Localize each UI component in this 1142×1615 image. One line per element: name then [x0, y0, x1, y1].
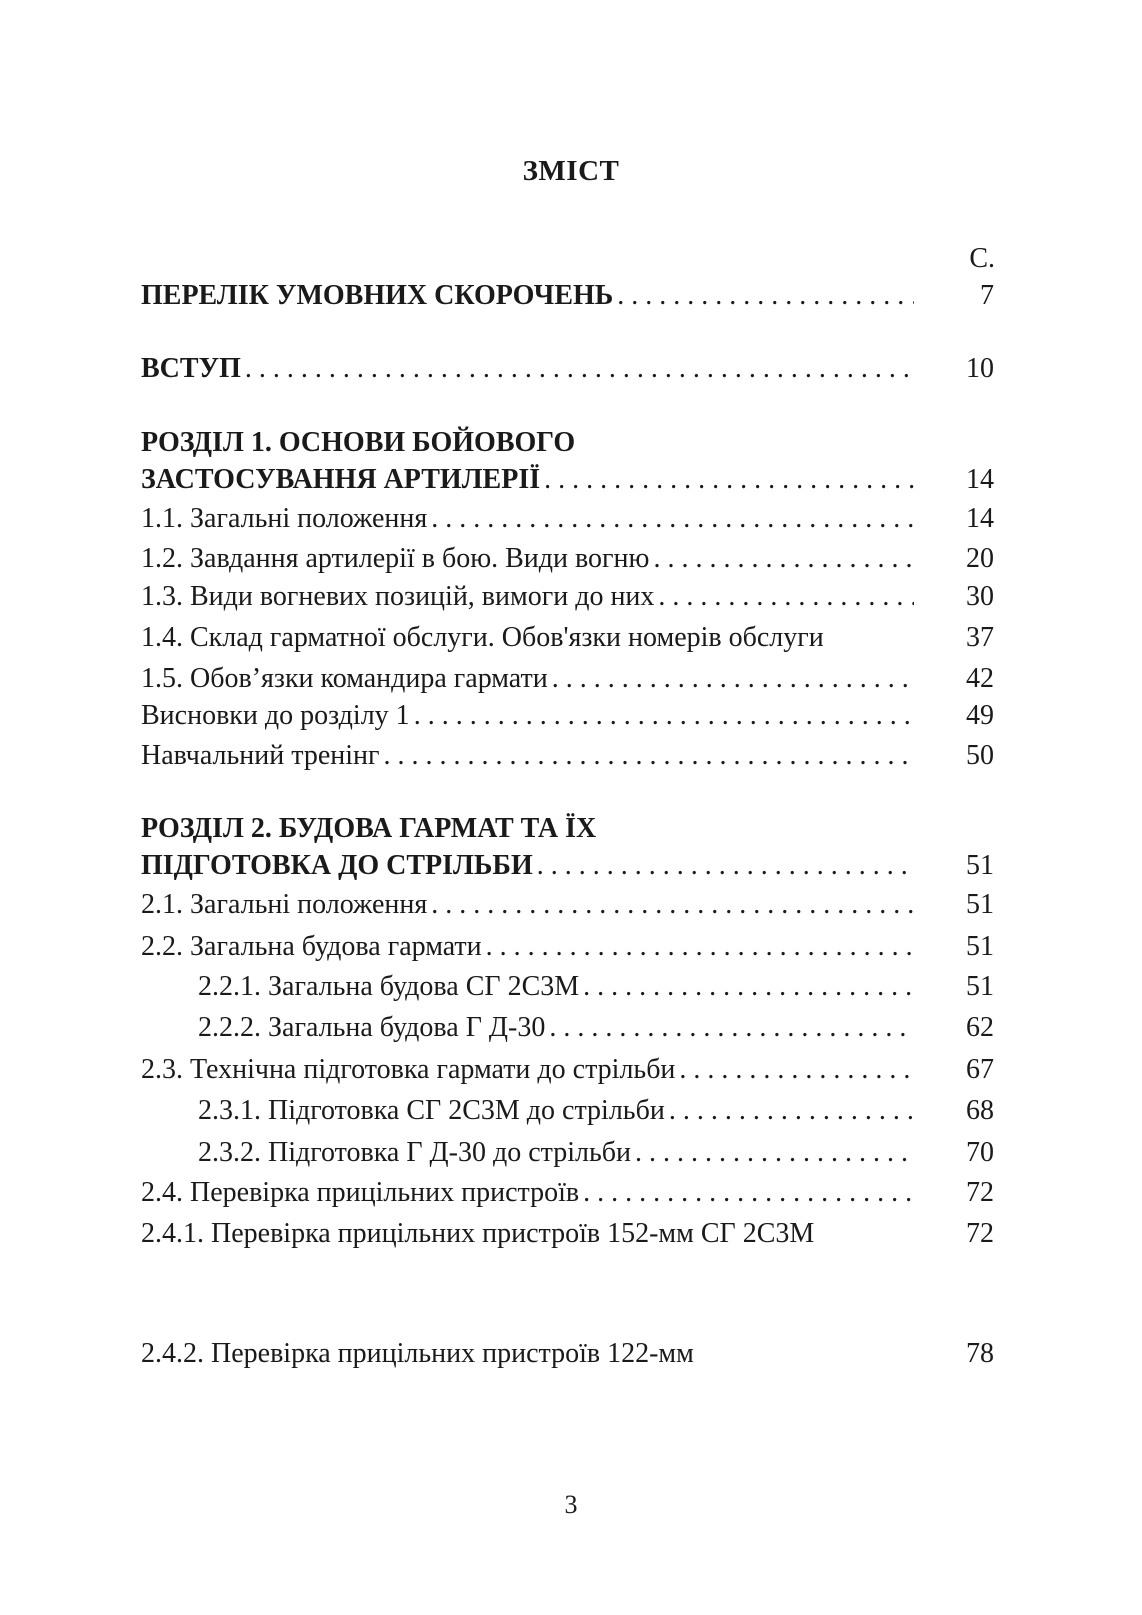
toc-entry-page: 51	[966, 931, 994, 962]
toc-entry-title: 2.1. Загальні положення	[141, 889, 428, 920]
dot-leader	[245, 352, 914, 386]
toc-entry-page: 50	[966, 740, 994, 771]
dot-leader	[679, 1053, 914, 1087]
toc-entry-chapter[interactable]	[141, 463, 994, 497]
page-title: ЗМІСТ	[522, 155, 620, 187]
dot-leader	[537, 849, 914, 883]
toc-entry-title: ПІДГОТОВКА ДО СТРІЛЬБИ	[141, 850, 533, 881]
dot-leader	[549, 1011, 914, 1045]
toc-entry[interactable]	[141, 1136, 994, 1170]
toc-entry-title: 2.2. Загальна будова гармати	[141, 931, 482, 962]
dot-leader	[583, 970, 914, 1004]
toc-entry-page: 14	[966, 464, 994, 495]
toc-entry[interactable]	[141, 1337, 994, 1371]
toc-entry-title: 2.3.1. Підготовка СГ 2С3М до стрільби	[198, 1095, 665, 1126]
toc-entry-page: 30	[966, 581, 994, 612]
toc-entry[interactable]	[141, 930, 994, 964]
toc-entry[interactable]	[141, 279, 994, 313]
toc-entry-page: 62	[966, 1012, 994, 1043]
toc-entry-title: 2.4. Перевірка прицільних пристроїв	[141, 1177, 580, 1208]
toc-entry-page: 14	[966, 503, 994, 534]
toc-entry-title: 1.4. Склад гарматної обслуги. Обов'язки номерів обслуги	[141, 622, 824, 653]
toc-entry-title: 1.1. Загальні положення	[141, 503, 428, 534]
dot-leader	[552, 662, 914, 696]
page-number: 3	[564, 1490, 578, 1519]
dot-leader	[431, 888, 914, 922]
toc-entry-title: 2.3.2. Підготовка Г Д-30 до стрільби	[198, 1137, 631, 1168]
toc-entry[interactable]	[141, 542, 994, 576]
toc-entry-title: ПЕРЕЛІК УМОВНИХ СКОРОЧЕНЬ	[141, 280, 614, 311]
dot-leader	[384, 739, 915, 773]
toc-entry-page: 37	[966, 622, 994, 653]
toc-entry[interactable]	[141, 352, 994, 386]
toc-entry-title: Навчальний тренінг	[141, 740, 380, 771]
toc-entry[interactable]	[141, 888, 994, 922]
dot-leader	[669, 1094, 914, 1128]
toc-entry-page: 42	[966, 663, 994, 694]
toc-entry-title: ВСТУП	[141, 353, 241, 384]
dot-leader	[414, 699, 914, 733]
toc-entry-title: 1.3. Види вогневих позицій, вимоги до них	[141, 581, 655, 612]
dot-leader	[544, 463, 914, 497]
toc-entry[interactable]	[141, 580, 994, 614]
toc-entry-page: 72	[966, 1218, 994, 1249]
toc-entry-title: 2.2.2. Загальна будова Г Д-30	[198, 1012, 546, 1043]
toc-entry[interactable]	[141, 1217, 994, 1251]
toc-entry[interactable]	[141, 1094, 994, 1128]
page-column-label: С.	[969, 243, 995, 274]
toc-entry[interactable]	[141, 1053, 994, 1087]
toc-entry-page: 68	[966, 1095, 994, 1126]
chapter-heading-line: РОЗДІЛ 2. БУДОВА ГАРМАТ ТА ЇХ	[141, 813, 597, 844]
chapter-heading-line: РОЗДІЛ 1. ОСНОВИ БОЙОВОГО	[141, 427, 576, 458]
toc-entry-page: 70	[966, 1137, 994, 1168]
toc-entry-title: 2.4.2. Перевірка прицільних пристроїв 122-мм	[141, 1338, 694, 1369]
toc-entry-title: 2.4.1. Перевірка прицільних пристроїв 152-мм СГ 2С3М	[141, 1218, 815, 1249]
dot-leader	[635, 1136, 914, 1170]
toc-entry-title: 1.2. Завдання артилерії в бою. Види вогню	[141, 543, 650, 574]
toc-entry[interactable]	[141, 1011, 994, 1045]
dot-leader	[486, 930, 914, 964]
toc-entry-title: Висновки до розділу 1	[141, 700, 410, 731]
dot-leader	[658, 580, 914, 614]
toc-entry[interactable]	[141, 699, 994, 733]
toc-entry-page: 51	[966, 889, 994, 920]
toc-entry[interactable]	[141, 1176, 994, 1210]
toc-entry-page: 67	[966, 1054, 994, 1085]
toc-entry-title: ЗАСТОСУВАННЯ АРТИЛЕРІЇ	[141, 464, 541, 495]
dot-leader	[653, 542, 914, 576]
toc-entry-page: 49	[966, 700, 994, 731]
dot-leader	[617, 279, 914, 313]
toc-entry-page: 78	[966, 1338, 994, 1369]
toc-entry[interactable]	[141, 739, 994, 773]
toc-entry-title: 1.5. Обов’язки командира гармати	[141, 663, 548, 694]
toc-entry-chapter[interactable]	[141, 849, 994, 883]
toc-entry[interactable]	[141, 502, 994, 536]
toc-entry-page: 51	[966, 971, 994, 1002]
toc-entry[interactable]	[141, 970, 994, 1004]
toc-entry-page: 7	[980, 280, 994, 311]
dot-leader	[583, 1176, 914, 1210]
toc-entry[interactable]	[141, 621, 994, 655]
toc-entry-title: 2.2.1. Загальна будова СГ 2С3М	[198, 971, 580, 1002]
toc-entry-page: 20	[966, 543, 994, 574]
toc-entry-page: 10	[966, 353, 994, 384]
dot-leader	[431, 502, 914, 536]
toc-entry-page: 51	[966, 850, 994, 881]
toc-entry-title: 2.3. Технічна підготовка гармати до стрільби	[141, 1054, 676, 1085]
toc-entry-page: 72	[966, 1177, 994, 1208]
toc-entry[interactable]	[141, 662, 994, 696]
